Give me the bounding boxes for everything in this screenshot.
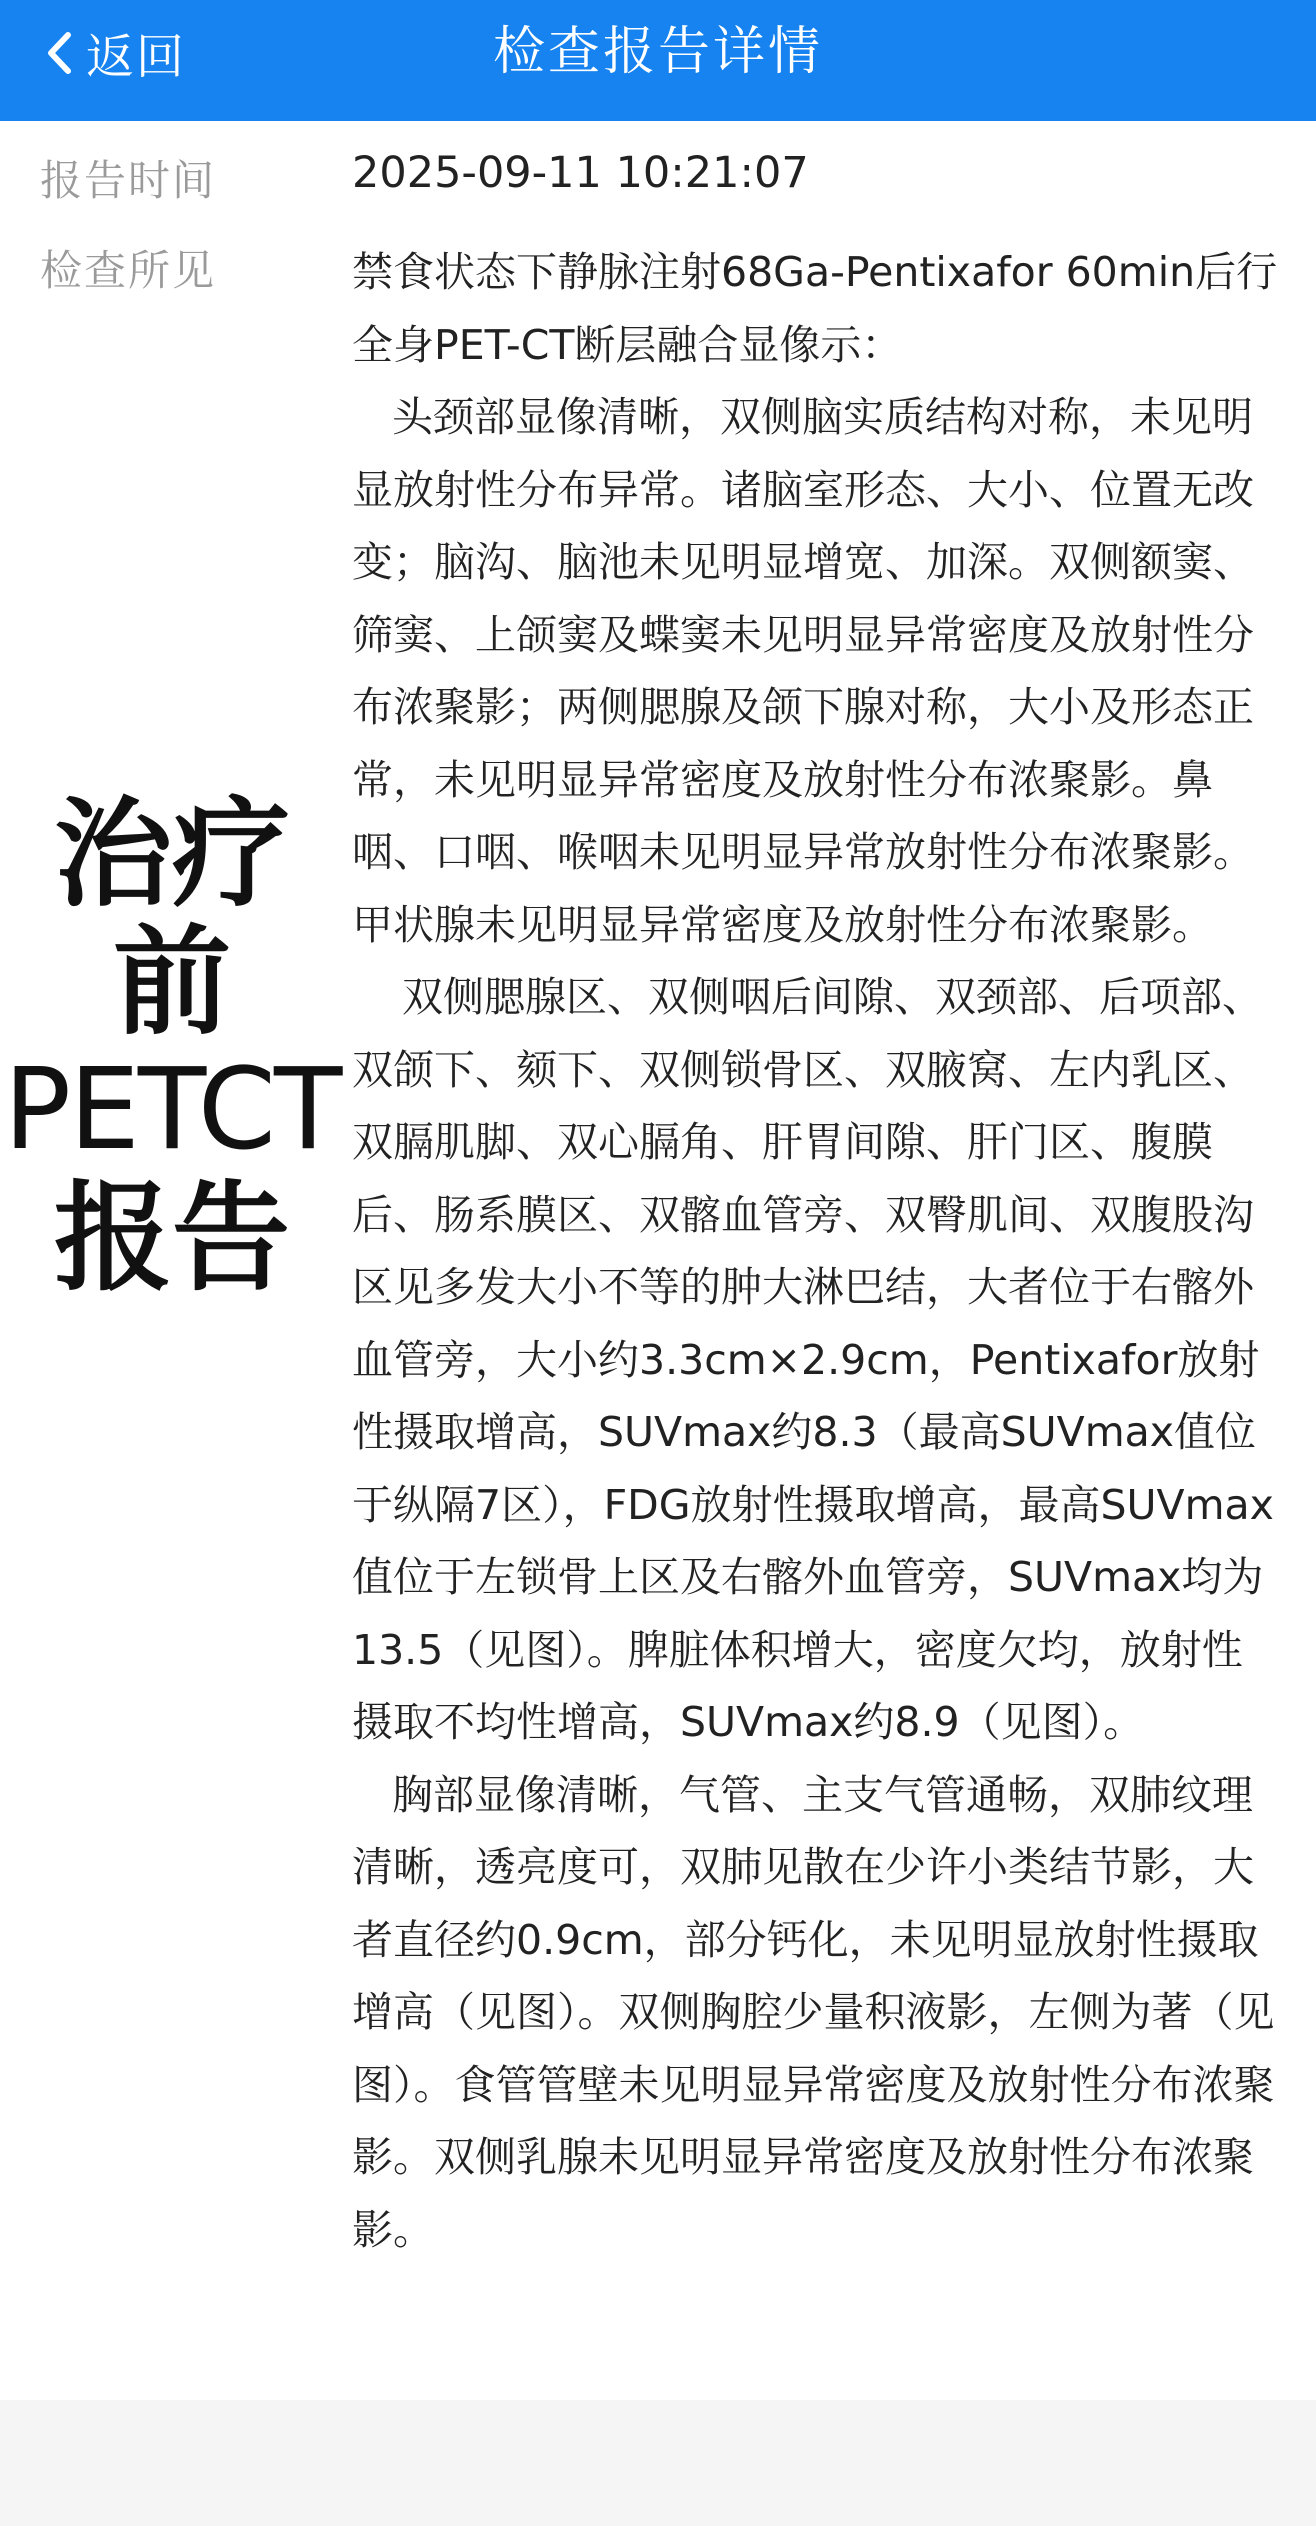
findings-label: 检查所见 [40, 246, 217, 295]
findings-paragraph-intro: 禁食状态下静脉注射68Ga-Pentixafor 60min后行全身PET-CT断层融合显像示： [352, 248, 1278, 369]
findings-paragraph-head-neck: 头颈部显像清晰，双侧脑实质结构对称，未见明显放射性分布异常。诸脑室形态、大小、位置无改变；脑沟、脑池未见明显增宽、加深。双侧额窦、筛窦、上颌窦及蝶窦未见明显异常密度及放射性分布浓聚影；两侧腮腺及颌下腺对称，大小及形态正常，未见明显异常密度及放射性分布浓聚影。鼻咽、口咽、喉咽未见明显异常放射性分布浓聚影。甲状腺未见明显异常密度及放射性分布浓聚影。 [352, 393, 1254, 949]
findings-text [352, 236, 1282, 2266]
back-label: 返回 [86, 29, 187, 85]
findings-paragraph-lymph-nodes: 双侧腮腺区、双侧咽后间隙、双颈部、后项部、双颌下、颏下、双侧锁骨区、双腋窝、左内乳区、双膈肌脚、双心膈角、肝胃间隙、肝门区、腹膜后、肠系膜区、双髂血管旁、双臀肌间、双腹股沟区见多发大小不等的肿大淋巴结，大者位于右髂外血管旁，大小约3.3cm×2.9cm，Pentixafor放射性摄取增高，SUVmax约8.3（最高SUVmax值位于纵隔7区），FDG放射性摄取增高，最高SUVmax值位于左锁骨上区及右髂外血管旁，SUVmax均为13.5（见图）。脾脏体积增大，密度欠均，放射性摄取不均性增高，SUVmax约8.9（见图）。 [352, 973, 1274, 1746]
report-time-label: 报告时间 [40, 156, 217, 205]
top-navigation-bar [0, 0, 1316, 121]
overlay-caption-line3: 报告 [53, 1169, 290, 1307]
footer-area [0, 2400, 1316, 2526]
overlay-caption-line1: 治疗前 [53, 785, 290, 1051]
overlay-caption [0, 785, 344, 1307]
findings-paragraph-chest: 胸部显像清晰，气管、主支气管通畅，双肺纹理清晰，透亮度可，双肺见散在少许小类结节影，大者直径约0.9cm，部分钙化，未见明显放射性摄取增高（见图）。双侧胸腔少量积液影，左侧为著（见图）。食管管壁未见明显异常密度及放射性分布浓聚影。双侧乳腺未见明显异常密度及放射性分布浓聚影。 [352, 1770, 1275, 2254]
overlay-caption-line2: PETCT [3, 1045, 341, 1175]
page-title: 检查报告详情 [492, 22, 823, 82]
report-time-value: 2025-09-11 10:21:07 [352, 148, 809, 198]
